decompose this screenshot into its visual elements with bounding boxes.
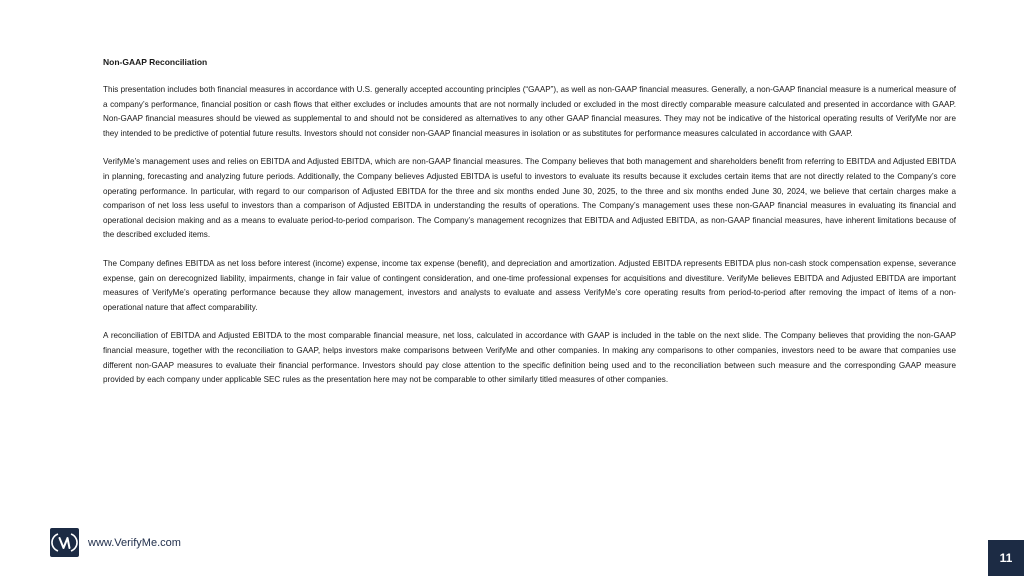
paragraph-management-use: VerifyMe’s management uses and relies on EBITDA and Adjusted EBITDA, which are non-GAAP financial measures. The Company believes that both management and shareholders benefit from referring to EBITDA and Adjusted EBITDA in planning, forecasting and analyzing future periods. Additionally, the Company believes Adjusted EBITDA is useful to investors to evaluate its results because it excludes certain items that are not directly related to the Company’s core operating performance. In particular, with regard to our comparison of Adjusted EBITDA for the three and six months ended June 30, 2025, to the three and six months ended June 30, 2024, we believe that certain charges make a comparison of net loss less useful to investors than a comparison of Adjusted EBITDA in understanding the results of operations. The Company’s management uses these non-GAAP financial measures in evaluating its financial and operational decision making and as a means to evaluate period-to-period comparison. The Company’s management recognizes that EBITDA and Adjusted EBITDA, as non-GAAP financial measures, have inherent limitations because of the described excluded items. — [103, 157, 956, 240]
section-heading: Non-GAAP Reconciliation — [103, 57, 208, 67]
paragraph-definitions: The Company defines EBITDA as net loss before interest (income) expense, income tax expense (benefit), and depreciation and amortization. Adjusted EBITDA represents EBITDA plus non-cash stock compensation expense, severance expense, gain on derecognized liability, impairments, change in fair value of contingent consideration, and one-time professional expenses for acquisitions and divestiture. VerifyMe believes EBITDA and Adjusted EBITDA are important measures of VerifyMe’s operating performance because they allow management, investors and analysts to evaluate and assess VerifyMe’s core operating results from period-to-period after removing the impact of items of a non-operational nature that affect comparability. — [103, 258, 956, 312]
verifyme-logo-icon — [50, 528, 79, 557]
footer-website-link[interactable]: www.VerifyMe.com — [88, 537, 181, 549]
slide-content — [103, 56, 956, 402]
paragraph-reconciliation: A reconciliation of EBITDA and Adjusted EBITDA to the most comparable financial measure, net loss, calculated in accordance with GAAP is included in the table on the next slide. The Company believes that providing the non-GAAP financial measure, together with the reconciliation to GAAP, helps investors make comparisons between VerifyMe and other companies. In making any comparisons to other companies, investors need to be aware that companies use different non-GAAP measures to evaluate their financial performance. Investors should pay close attention to the specific definition being used and to the reconciliation between such measure and the corresponding GAAP measure provided by each company under applicable SEC rules as the presentation here may not be comparable to other similarly titled measures of other companies. — [103, 331, 956, 385]
page-number-badge: 11 — [988, 540, 1024, 576]
paragraph-intro: This presentation includes both financial measures in accordance with U.S. generally accepted accounting principles (“GAAP”), as well as non-GAAP financial measures. Generally, a non-GAAP financial measure is a numerical measure of a company’s performance, financial position or cash flows that either excludes or includes amounts that are not normally included or excluded in the most directly comparable measure calculated and presented in accordance with GAAP. Non-GAAP financial measures should be viewed as supplemental to and should not be considered as alternatives to any other GAAP financial measures. They may not be indicative of the historical operating results of VerifyMe nor are they intended to be predictive of potential future results. Investors should not consider non-GAAP financial measures in isolation or as substitutes for performance measures calculated in accordance with GAAP. — [103, 85, 956, 138]
